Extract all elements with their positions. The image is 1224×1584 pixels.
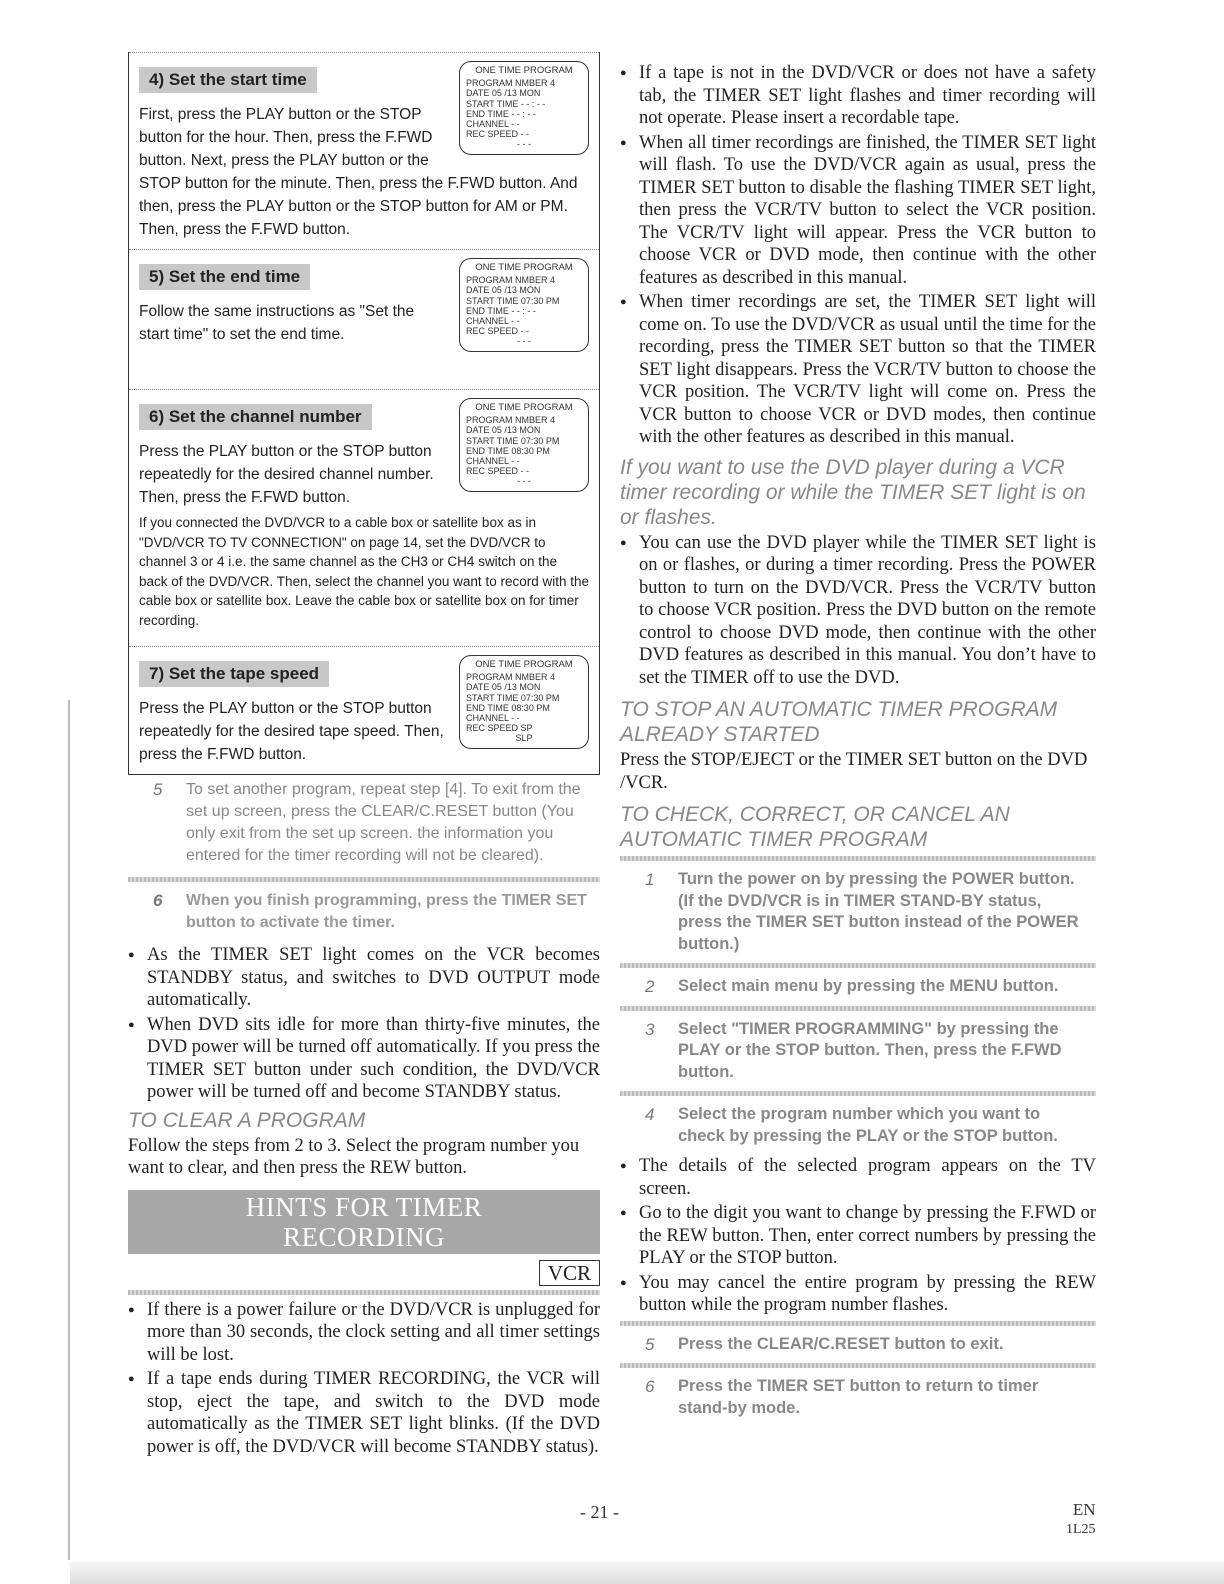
list-item: ● If a tape is not in the DVD/VCR or does not have a safety tab, the TIMER SET light flashes and timer recording will not operate. Please insert a recordable tape. [620, 62, 1096, 130]
page-number: - 21 - [580, 1502, 619, 1522]
divider-bar [620, 1006, 1096, 1011]
check-program-heading: TO CHECK, CORRECT, OR CANCEL AN AUTOMATIC TIMER PROGRAM [620, 803, 1010, 851]
hints-banner: HINTS FOR TIMER RECORDING [128, 1190, 600, 1254]
scan-edge [68, 700, 70, 1560]
list-item: ● You can use the DVD player while the TIMER SET light is on or flashes, or during a timer recording. Press the POWER button to turn on the DVD/VCR. Press the VCR/TV button to choose VCR position. Press the DVD button on the remote control to choose DVD mode, then continue with the other DVD features as described in this manual. You don’t have to set the TIMER off to use the DVD. [620, 532, 1096, 690]
step-4-right: 4 Select the program number which you want to check by pressing the PLAY or the STOP button. [645, 1105, 1058, 1145]
vcr-badge-row [128, 1260, 600, 1286]
step-6-right: 6 Press the TIMER SET button to return to timer stand-by mode. [645, 1377, 1039, 1417]
list-item: ● When timer recordings are set, the TIMER SET light will come on. To use the DVD/VCR as usual until the time for the recording, press the TIMER SET button so that the TIMER SET light disappears. Press the VCR/TV button to choose the VCR position. The VCR/TV light will come on. Press the VCR button to choose VCR or DVD modes, then continue with the other features as described in this manual. [620, 291, 1096, 449]
right-column [620, 62, 1096, 1423]
section-start-time [129, 52, 599, 250]
step-5-left: 5 To set another program, repeat step [4]. To exit from the set up screen, press the CLEAR/C.RESET button (You only exit from the set up screen. the information you entered for the timer recording will not be cleared). [153, 780, 581, 864]
standby-bullets [128, 944, 600, 1104]
footer-code [1066, 1500, 1096, 1540]
list-item: ● The details of the selected program appears on the TV screen. [620, 1155, 1096, 1200]
osd-screen-end-time: ONE TIME PROGRAM PROGRAM NMBER 4 DATE 05 /13 MON START TIME 07:30 PM END TIME - - : - - CHANNEL - - REC SPEED - - - - - [459, 258, 589, 352]
section-body: Press the PLAY button or the STOP button repeatedly for the desired channel number. Then, press the F.FWD button. [139, 443, 434, 506]
list-item: ● When DVD sits idle for more than thirty-five minutes, the DVD power will be turned off automatically. If you press the TIMER SET button under such condition, the DVD/VCR power will be turned off and become STANDBY status. [128, 1014, 600, 1104]
dvd-during-vcr-heading: If you want to use the DVD player during a VCR timer recording or while the TIMER SET light is on or flashes. [620, 455, 1086, 529]
section-title: 4) Set the start time [139, 67, 317, 93]
step-5-right: 5 Press the CLEAR/C.RESET button to exit. [645, 1334, 1004, 1354]
list-item: ● When all timer recordings are finished, the TIMER SET light will flash. To use the DVD/VCR again as usual, press the TIMER SET button to disable the flashing TIMER SET light, then press the VCR/TV button to select the VCR position. The VCR/TV light will appear. Press the VCR button to choose VCR or DVD mode, then continue with the other features as described in this manual. [620, 132, 1096, 290]
section-body: Follow the same instructions as "Set the start time" to set the end time. [139, 303, 415, 343]
left-column [128, 52, 600, 1460]
step-6-left: 6 When you finish programming, press the TIMER SET button to activate the timer. [153, 891, 587, 931]
divider-bar [128, 877, 600, 882]
clear-program-text: Follow the steps from 2 to 3. Select the program number you want to clear, and then press the REW button. [128, 1135, 580, 1178]
stop-program-heading: TO STOP AN AUTOMATIC TIMER PROGRAM ALREADY STARTED [620, 698, 1058, 746]
list-item: ● As the TIMER SET light comes on the VCR becomes STANDBY status, and switches to DVD OUTPUT mode automatically. [128, 944, 600, 1012]
section-title: 7) Set the tape speed [139, 661, 329, 687]
scan-bottom-edge [70, 1562, 1224, 1584]
section-end-time [129, 250, 599, 390]
setup-steps-box [128, 52, 600, 775]
list-item: ● If there is a power failure or the DVD/VCR is unplugged for more than 30 seconds, the clock setting and all timer settings will be lost. [128, 1299, 600, 1367]
step-1-right: 1 Turn the power on by pressing the POWER button. (If the DVD/VCR is in TIMER STAND-BY status, press the TIMER SET button instead of the POWER button.) [645, 870, 1079, 953]
section-channel-number [129, 390, 599, 647]
divider-bar [620, 1321, 1096, 1326]
divider-bar [620, 1091, 1096, 1096]
divider-bar [128, 1290, 600, 1295]
timer-light-bullets [620, 62, 1096, 449]
section-tape-speed [129, 647, 599, 775]
divider-bar [620, 856, 1096, 861]
section-title: 6) Set the channel number [139, 404, 372, 430]
section-title: 5) Set the end time [139, 264, 310, 290]
vcr-badge: VCR [539, 1260, 600, 1286]
language-code: EN [1072, 1500, 1096, 1519]
check-program-bullets [620, 1155, 1096, 1317]
osd-screen-start-time: ONE TIME PROGRAM PROGRAM NMBER 4 DATE 05 /13 MON START TIME - - : - - END TIME - - : - - CHANNEL - - REC SPEED - - - - - [459, 61, 589, 155]
osd-screen-channel: ONE TIME PROGRAM PROGRAM NMBER 4 DATE 05 /13 MON START TIME 07:30 PM END TIME 08:30 PM CHANNEL - - REC SPEED - - - - - [459, 398, 589, 492]
divider-bar [620, 1363, 1096, 1368]
osd-screen-tape-speed: ONE TIME PROGRAM PROGRAM NMBER 4 DATE 05 /13 MON START TIME 07:30 PM END TIME 08:30 PM CHANNEL - - REC SPEED SP SLP [459, 655, 589, 749]
clear-program-heading: TO CLEAR A PROGRAM [128, 1108, 366, 1132]
model-code: 1L25 [1066, 1522, 1096, 1537]
dvd-during-vcr-bullets [620, 532, 1096, 690]
section-body: Press the PLAY button or the STOP button repeatedly for the desired tape speed. Then, press the F.FWD button. [139, 700, 444, 763]
stop-program-text: Press the STOP/EJECT or the TIMER SET button on the DVD /VCR. [620, 750, 1088, 793]
divider-bar [620, 963, 1096, 968]
step-2-right: 2 Select main menu by pressing the MENU button. [645, 977, 1059, 996]
cable-box-note: If you connected the DVD/VCR to a cable box or satellite box as in "DVD/VCR TO TV CONNECTION" on page 14, set the DVD/VCR to channel 3 or 4 i.e. the same channel as the CH3 or CH4 switch on the back of the DVD/VCR. Then, select the channel you want to record with the cable box or satellite box. Leave the cable box or satellite box on for timer recording. [139, 515, 589, 628]
hints-bullets [128, 1299, 600, 1459]
list-item: ● You may cancel the entire program by pressing the REW button while the program number flashes. [620, 1272, 1096, 1317]
list-item: ● If a tape ends during TIMER RECORDING, the VCR will stop, eject the tape, and switch to the DVD mode automatically as the TIMER SET light blinks. (If the DVD power is off, the DVD/VCR will become STANDBY status). [128, 1368, 600, 1458]
step-3-right: 3 Select "TIMER PROGRAMMING" by pressing the PLAY or the STOP button. Then, press the F.FWD button. [645, 1019, 1062, 1081]
list-item: ● Go to the digit you want to change by pressing the F.FWD or the REW button. Then, enter correct numbers by pressing the PLAY or the STOP button. [620, 1202, 1096, 1270]
section-body: First, press the PLAY button or the STOP button for the hour. Then, press the F.FWD button. Next, press the PLAY button or the STOP button for the minute. Then, press the F.FWD button. And then, press the PLAY button or the STOP button for AM or PM. Then, press the F.FWD button. [139, 106, 578, 238]
